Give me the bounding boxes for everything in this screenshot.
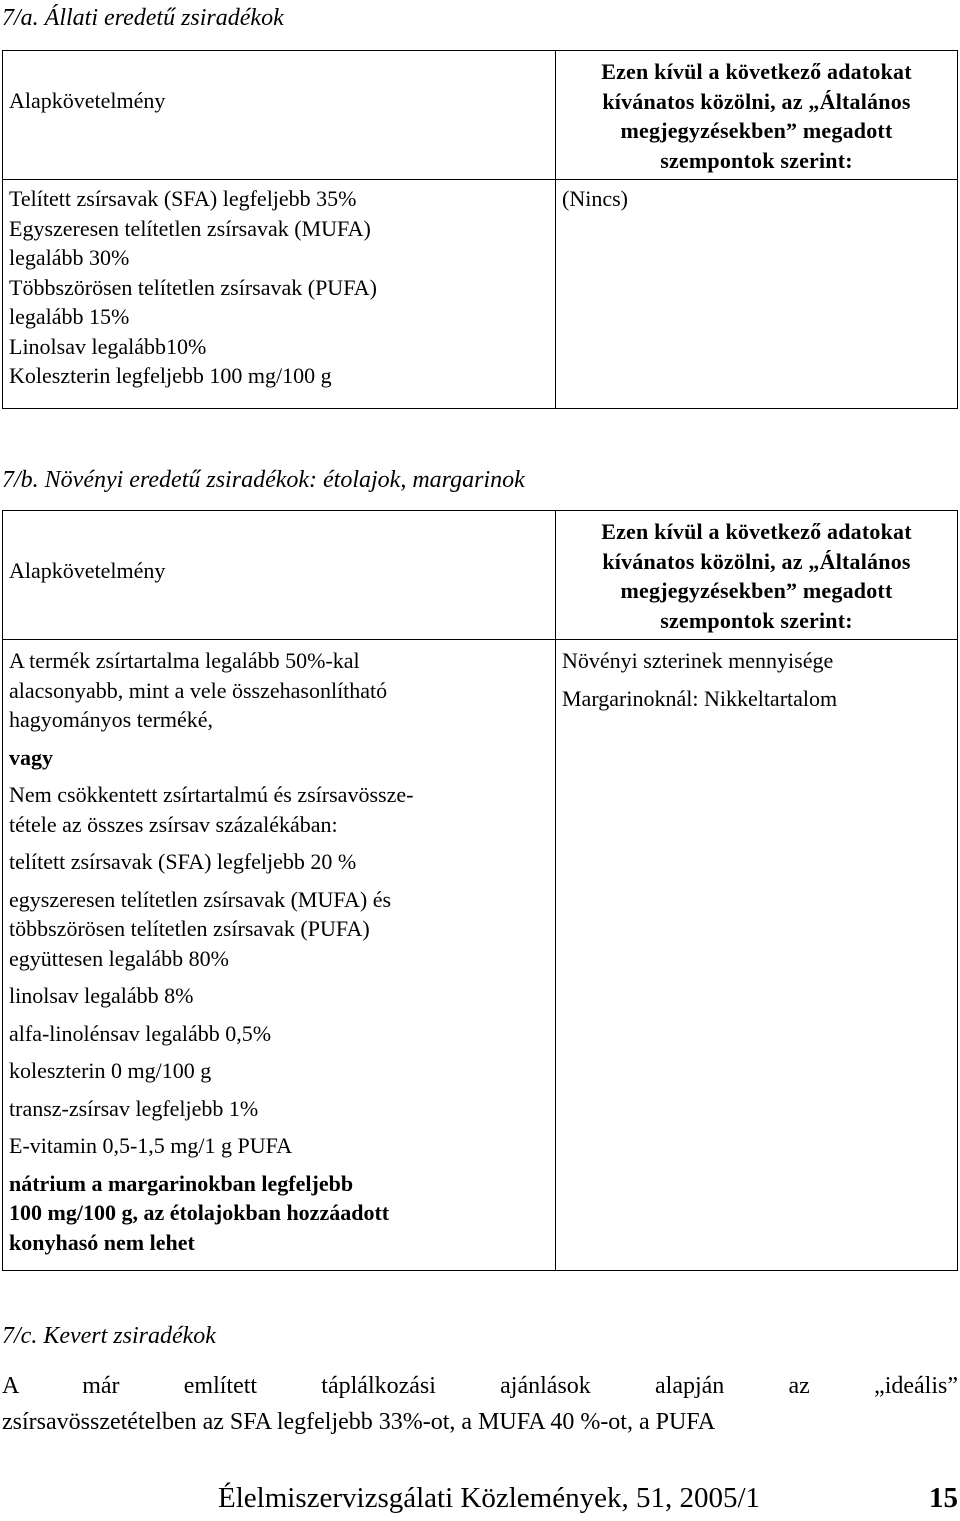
section-b-line: koleszterin 0 mg/100 g [9,1058,212,1083]
section-a-line: Linolsav legalább10% [9,333,207,359]
footer-journal: Élelmiszervizsgálati Közlemények, 51, 2005/1 [218,1482,760,1514]
section-b-line: tétele az összes zsírsav százalékában: [9,811,338,837]
section-a-right-body [556,180,958,409]
section-b-line: transz-zsírsav legfeljebb 1% [9,1095,259,1121]
section-a-left-body [3,180,556,409]
section-b-block-basic [9,646,549,735]
section-a-line: legalább 30% [9,245,130,270]
section-b-block-sodium [9,1169,549,1258]
section-c-paragraph-line: zsírsavösszetételben az SFA legfeljebb 33%-ot, a MUFA 40 %-ot, a PUFA [2,1409,716,1435]
section-b-block-mufa-pufa [9,885,549,974]
section-b-line: Nem csökkentett zsírtartalmú és zsírsavössze- [9,782,414,807]
section-b-line: egyszeresen telítetlen zsírsavak (MUFA) és [9,886,392,912]
section-b-line: telített zsírsavak (SFA) legfeljebb 20 % [9,849,357,874]
section-b-line: linolsav legalább 8% [9,983,194,1008]
section-b-right-body [556,640,958,1271]
section-b-left-header: Alapkövetelmény [9,558,166,584]
section-b-line: 100 mg/100 g, az étolajokban hozzáadott [9,1200,390,1225]
section-a-line: legalább 15% [9,304,130,329]
section-c-paragraph-line: A már említett táplálkozási ajánlások alapján az „ideális” [2,1373,958,1399]
footer-page-number: 15 [929,1482,958,1514]
section-b-right-header: Ezen kívül a következő adatokat kívánatos közölni, az „Általános megjegyzésekben” megadott szempontok szerint: [556,511,958,640]
section-a-line: Koleszterin legfeljebb 100 mg/100 g [9,363,332,388]
section-b-or-label: vagy [9,744,53,770]
section-a-line: Egyszeresen telítetlen zsírsavak (MUFA) [9,215,371,241]
section-a-title: 7/a. Állati eredetű zsiradékok [2,5,284,31]
section-a-table [2,50,958,409]
section-b-line: többszörösen telítetlen zsírsavak (PUFA) [9,916,370,941]
section-b-line: A termék zsírtartalma legalább 50%-kal [9,648,360,673]
section-a-right-header: Ezen kívül a következő adatokat kívánatos közölni, az „Általános megjegyzésekben” megadott szempontok szerint: [556,51,958,180]
section-a-right-text: (Nincs) [562,186,628,211]
section-b-title: 7/b. Növényi eredetű zsiradékok: étolajok, margarinok [2,467,525,493]
page-footer [0,1482,960,1518]
section-c-paragraph [2,1368,958,1440]
section-a-left-header: Alapkövetelmény [9,88,166,114]
section-a-line: Többszörösen telítetlen zsírsavak (PUFA) [9,274,378,300]
section-b-block-composition [9,780,549,839]
section-b-right-line: Margarinoknál: Nikkeltartalom [562,685,838,711]
section-c-title: 7/c. Kevert zsiradékok [2,1323,216,1349]
section-b-line: alacsonyabb, mint a vele összehasonlítható [9,677,388,703]
section-b-left-header-cell [3,511,556,640]
section-b-line: hagyományos terméké, [9,707,214,732]
section-b-right-line: Növényi szterinek mennyisége [562,648,834,673]
section-b-line: nátrium a margarinokban legfeljebb [9,1170,354,1196]
section-b-line: konyhasó nem lehet [9,1229,195,1255]
section-b-table [2,510,958,1271]
section-b-line: együttesen legalább 80% [9,945,229,971]
section-a-line: Telített zsírsavak (SFA) legfeljebb 35% [9,186,357,211]
section-b-line: E-vitamin 0,5-1,5 mg/1 g PUFA [9,1133,293,1158]
section-b-left-body [3,640,556,1271]
section-a-left-header-cell [3,51,556,180]
section-b-line: alfa-linolénsav legalább 0,5% [9,1020,272,1046]
